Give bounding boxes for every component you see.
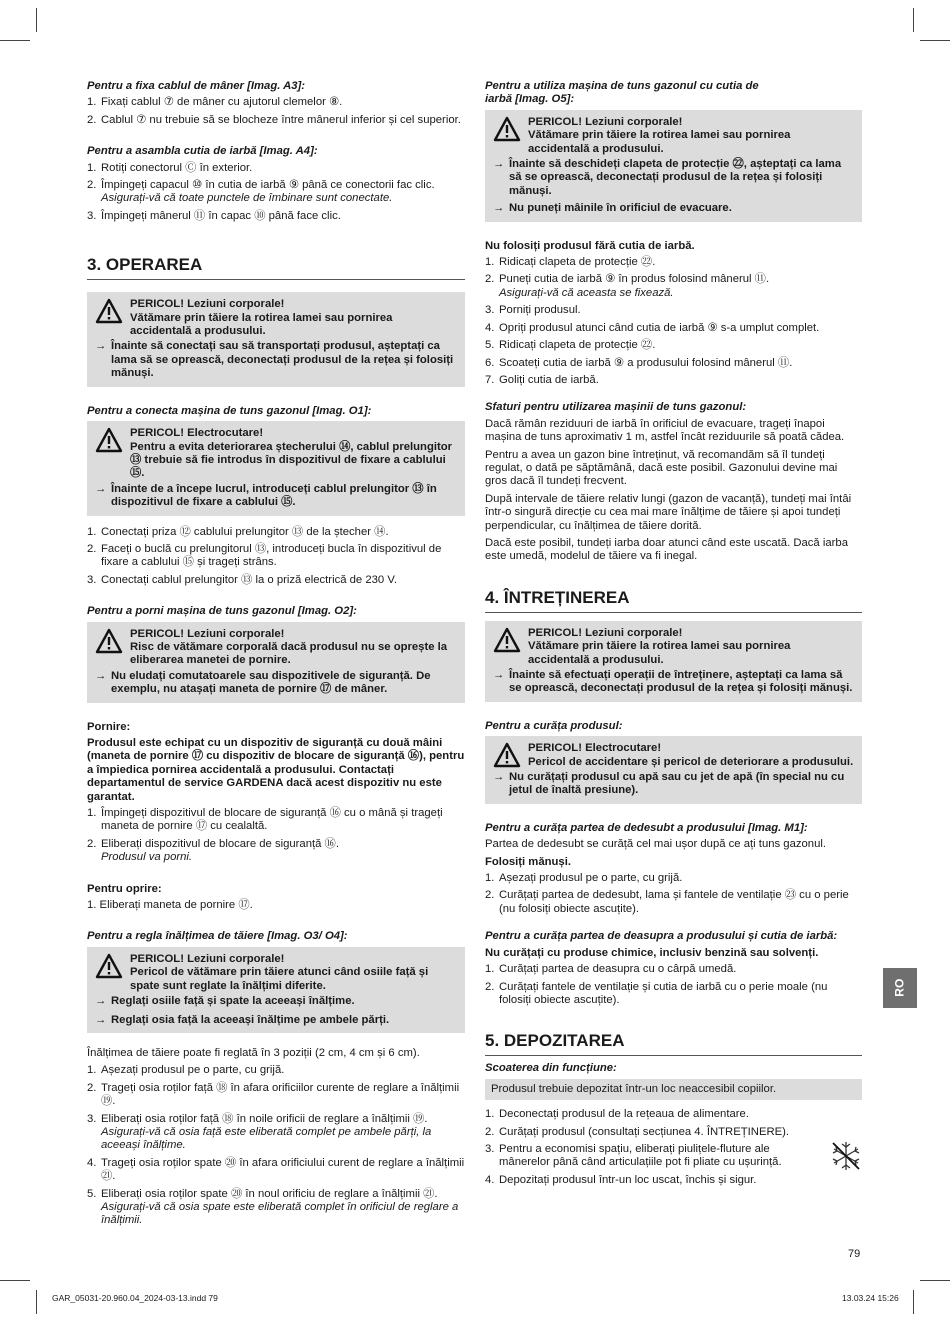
left-column [87,80,465,1232]
warning-box: PERICOL! Leziuni corporale! Pericol de vătămare prin tăiere atunci când osiile față și spate sunt reglate la înălțimi diferite. → Reglați osiile față și spate la aceeași înălțime. → Reglați osia față la aceeași înălțime pe ambele părți. [87,947,465,1033]
list-item: 6. Scoateți cutia de iarbă ⑨ a produsului folosind mânerul ⑪. [485,356,793,369]
warning-icon [493,627,521,653]
section-title: Pentru a fixa cablul de mâner [Imag. A3]: [87,80,306,92]
crop-mark [913,1290,914,1314]
list-item: 4. Opriți produsul atunci când cutia de iarbă ⑨ s-a umplut complet. [485,321,820,334]
section-title: Pentru a porni mașina de tuns gazonul [Imag. O2]: [87,605,357,618]
info-box: Produsul trebuie depozitat într-un loc neaccesibil copiilor. [485,1079,862,1100]
list-item: 3. Porniți produsul. [485,304,581,317]
list-item: 1. Eliberați maneta de pornire ⑰. [87,899,253,912]
page-number: 79 [848,1248,861,1260]
list-item: 2. Curățați partea de dedesubt, lama și fantele de ventilație ㉓ cu o perie (nu folosiți obiecte ascuțite). [485,889,849,915]
list-item: 1. Rotiți conectorul Ⓒ în exterior. [87,161,253,174]
right-column [485,80,862,1191]
crop-mark [36,8,37,32]
section-title: Pentru a regla înălțimea de tăiere [Imag. O3/ O4]: [87,930,348,943]
section-title: Pentru a curăța partea de dedesubt a produsului [Imag. M1]: [485,821,808,834]
list-item: 3. Conectați cablul prelungitor ⑬ la o priză electrică de 230 V. [87,573,397,586]
section-title: Sfaturi pentru utilizarea mașinii de tuns gazonul: [485,401,747,414]
warning-box: PERICOL! Leziuni corporale! Risc de vătămare corporală dacă produsul nu se oprește la eliberarea manetei de pornire. → Nu eludați comutatoarele sau dispozitivele de siguranță. De exemplu, nu atașați maneta de pornire ⑰ de mâner. [87,622,465,703]
paragraph: Dacă este posibil, tundeți iarba doar atunci când este uscată. Dacă iarba este umedă, modelul de tăiere va fi inegal. [485,536,848,563]
list-item: 1. Împingeți dispozitivul de blocare de siguranță ⑯ cu o mână și trageți maneta de pornire ⑰ cu cealaltă. [87,807,443,833]
footer-date: 13.03.24 15:26 [842,1293,899,1303]
list-item: 5. Ridicați clapeta de protecție ㉒. [485,339,656,352]
list-item: 2. Eliberați dispozitivul de blocare de siguranță ⑯. Produsul va porni. [87,837,339,864]
section-title: Nu folosiți produsul fără cutia de iarbă. [485,239,695,252]
warning-box: PERICOL! Leziuni corporale! Vătămare prin tăiere la rotirea lamei sau pornirea accidentală a produsului. → Înainte să conectați sau să transportați produsul, așteptați ca lama să se oprească, deconectați produsul de la rețea și folosiți mănuși. [87,292,465,386]
list-item: 2. Trageți osia roților față ⑱ în afara orificiilor curente de reglare a înălțimii ⑲. [87,1081,460,1108]
crop-mark [913,8,914,32]
section-title: Pornire: [87,720,131,733]
list-item: 2. Cablul ⑦ nu trebuie să se blocheze între mânerul inferior și cel superior. [87,113,461,126]
crop-mark [920,40,950,41]
paragraph: Pentru a avea un gazon bine întreținut, vă recomandăm să îl tundeți regulat, o dată pe săptămână, dacă este posibil. Gazonului devine mai gros dacă îl tundeți frecvent. [485,448,838,488]
list-item: 1. Curățați partea de deasupra cu o cârpă umedă. [485,963,737,976]
paragraph: Partea de dedesubt se curăță cel mai ușor după ce ați tuns gazonul. [485,838,827,851]
section-title: Scoaterea din funcțiune: [485,1062,617,1075]
warning-icon [95,298,123,324]
warning-box: PERICOL! Leziuni corporale! Vătămare prin tăiere la rotirea lamei sau pornirea accidentală a produsului. → Înainte să efectuați operații de întreținere, așteptați ca lama să se oprească, deconectați produsul de la rețea și folosiți mănuși. [485,621,862,702]
crop-mark [0,40,30,41]
list-item: 1. Deconectați produsul de la rețeaua de alimentare. [485,1108,749,1121]
list-item: 1. Așezați produsul pe o parte, cu grijă. [485,872,683,885]
crop-mark [36,1290,37,1314]
list-item: 2. Împingeți capacul ⑩ în cutia de iarbă ⑨ până ce conectorii fac clic. Asigurați-vă că toate punctele de îmbinare sunt conectate. [87,179,435,205]
list-item: 1. Așezați produsul pe o parte, cu grijă. [87,1064,285,1077]
list-item: 1. Ridicați clapeta de protecție ㉒. [485,256,656,269]
section-title: Pentru oprire: [87,882,162,895]
section-title: Pentru a curăța produsul: [485,719,623,732]
list-item: 1. Fixați cablul ⑦ de mâner cu ajutorul clemelor ⑧. [87,96,343,109]
paragraph: Nu curățați cu produse chimice, inclusiv benzină sau solvenți. [485,946,819,959]
section-title: Pentru a conecta mașina de tuns gazonul [Imag. O1]: [87,404,372,417]
warning-icon [493,742,521,768]
crop-mark [0,1280,30,1281]
warning-box: PERICOL! Leziuni corporale! Vătămare prin tăiere la rotirea lamei sau pornirea accidentală a produsului. → Înainte să deschideți clapeta de protecție ㉒, așteptați ca lama să se oprească, deconectați produsul de la rețea și folosiți mănuși. → Nu puneți mâinile în orificiul de evacuare. [485,110,862,222]
snowflake-crossed-icon [828,1138,864,1174]
list-item: 3. Împingeți mânerul ⑪ în capac ⑩ până face clic. [87,209,341,222]
section-heading: 5. DEPOZITAREA [485,1031,862,1056]
list-item: 2. Curățați fantele de ventilație și cutia de iarbă cu o perie moale (nu folosiți obiecte ascuțite). [485,980,828,1006]
list-item: 2. Puneți cutia de iarbă ⑨ în produs folosind mânerul ⑪. Asigurați-vă că aceasta se fixează. [485,273,770,299]
list-item: 5. Eliberați osia roților spate ⑳ în noul orificiu de reglare a înălțimii ㉑. Asigurați-vă că osia spate este eliberată complet în orificiul de reglare a înălțimii. [87,1187,459,1227]
list-item: 2. Faceți o buclă cu prelungitorul ⑬, introduceți bucla în dispozitivul de fixare a cablului ⑮ și trageți strâns. [87,542,442,569]
section-heading: 3. OPERAREA [87,255,465,280]
list-item: 3. Eliberați osia roților față ⑱ în noile orificii de reglare a înălțimii ⑲. Asigurați-vă că osia față este eliberată complet pe ambele părți, la aceeași înălțime. [87,1112,432,1152]
list-item: 3. Pentru a economisi spațiu, eliberați piulițele-fluture ale mânerelor până când articulațiile pot fi pliate cu ușurință. [485,1142,782,1169]
warning-box: PERICOL! Electrocutare! Pericol de accidentare și pericol de deteriorare a produsului. → Nu curățați produsul cu apă sau cu jet de apă (în special nu cu jetul de înaltă presiune). [485,736,862,804]
list-item: 4. Depozitați produsul într-un loc uscat, închis și sigur. [485,1173,757,1186]
warning-icon [95,427,123,453]
list-item: 2. Curățați produsul (consultați secțiunea 4. ÎNTREȚINERE). [485,1125,790,1138]
section-title: Pentru a asambla cutia de iarbă [Imag. A4]: [87,145,318,158]
paragraph: Folosiți mănuși. [485,855,571,868]
warning-icon [493,116,521,142]
section-title: Pentru a curăța partea de deasupra a produsului și cutia de iarbă: [485,930,838,943]
paragraph: Dacă rămân reziduuri de iarbă în orificiul de evacuare, trageți înapoi mașina de tuns aproximativ 1 m, astfel încât reziduurile să poată cădea. [485,417,845,444]
paragraph: După intervale de tăiere relativ lungi (gazon de vacanță), tundeți mai întâi într-o singură direcție cu cea mai mare înălțime de tăiere și apoi tundeți perpendicular, cu înălțimea de tăiere dorită. [485,492,852,532]
footer-file: GAR_05031-20.960.04_2024-03-13.indd 79 [52,1293,218,1303]
warning-icon [95,628,123,654]
list-item: 4. Trageți osia roților spate ⑳ în afara orificiului curent de reglare a înălțimii ㉑. [87,1156,465,1183]
warning-box: PERICOL! Electrocutare! Pentru a evita deteriorarea ștecherului ⑭, cablul prelungitor ⑬ trebuie să fie introdus în dispozitivul de fixare a cablului ⑮. → Înainte de a începe lucrul, introduceți cablul prelungitor ⑬ în dispozitivul de fixare a cablului ⑮. [87,421,465,515]
warning-icon [95,953,123,979]
paragraph: Produsul este echipat cu un dispozitiv de siguranță cu două mâini (maneta de pornire ⑰ cu dispozitiv de blocare de siguranță ⑯), pentru a împiedica pornirea accidentală a produsului. Contactați departamentul de service GARDENA dacă acest dispozitiv nu este garantat. [87,737,465,803]
language-tab: RO [883,968,917,1008]
section-heading: 4. ÎNTREȚINEREA [485,588,862,613]
list-item: 1. Conectați priza ⑫ cablului prelungitor ⑬ de la ștecher ⑭. [87,525,389,538]
crop-mark [920,1280,950,1281]
section-title: Pentru a utiliza mașina de tuns gazonul cu cutia de iarbă [Imag. O5]: [485,80,759,106]
list-item: 7. Goliți cutia de iarbă. [485,373,599,386]
paragraph: Înălțimea de tăiere poate fi reglată în 3 poziții (2 cm, 4 cm și 6 cm). [87,1046,420,1059]
